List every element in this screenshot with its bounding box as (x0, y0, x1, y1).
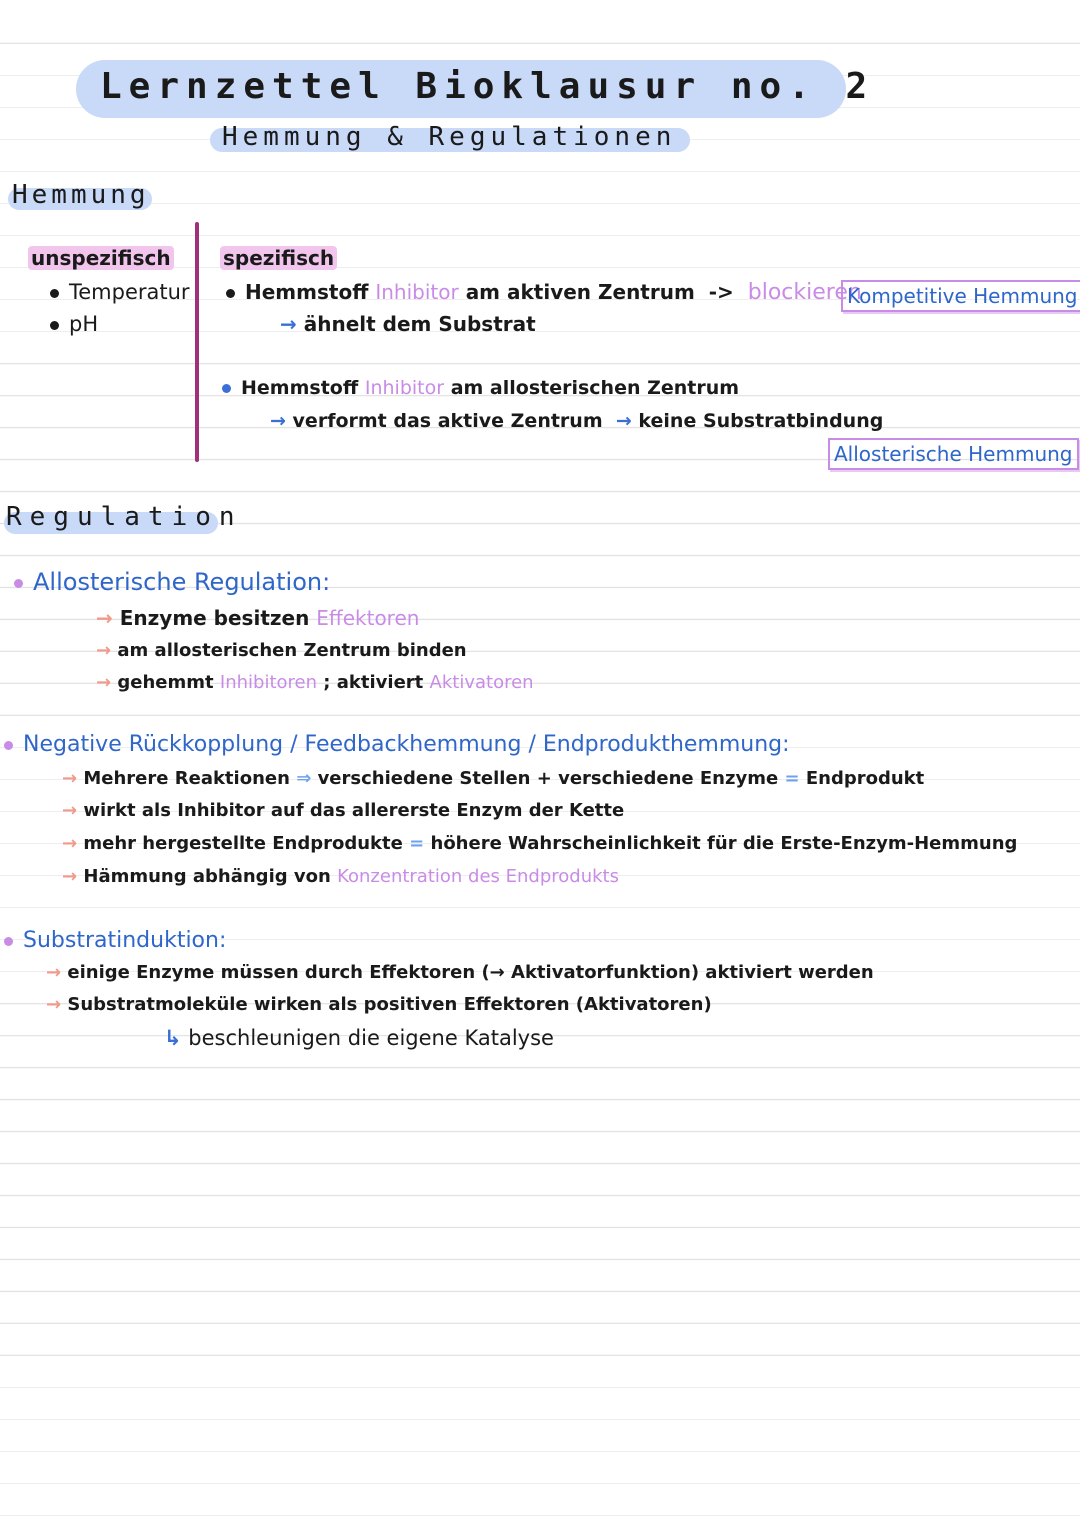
arrow-icon: → (46, 994, 62, 1015)
text: Hemmstoff (241, 377, 359, 399)
text: am allosterischen Zentrum binden (117, 640, 467, 661)
text: gehemmt (117, 672, 214, 693)
page-subtitle: Hemmung & Regulationen (222, 122, 677, 152)
arrow-icon: → (96, 640, 112, 661)
arrow-icon: → (96, 672, 112, 693)
arrow-icon: ↳ (164, 1026, 182, 1050)
text: am aktiven Zentrum (465, 280, 695, 304)
arrow-icon: → (46, 962, 62, 983)
bullet-icon (222, 384, 231, 393)
spezifisch-text: spezifisch (220, 246, 337, 270)
arrow-icon: → (270, 410, 286, 432)
unspezifisch-item-temperatur (50, 280, 190, 304)
arrow-icon: → (62, 800, 78, 821)
highlight-term: Konzentration des Endprodukts (337, 866, 619, 887)
text: mehr hergestellte Endprodukte (83, 833, 403, 854)
text: aktiviert (336, 672, 424, 693)
bullet-icon (226, 289, 235, 298)
spezifisch-label (220, 246, 337, 270)
negative-line-2 (62, 800, 624, 821)
bullet-icon (50, 289, 59, 298)
arrow-icon: → (62, 833, 78, 854)
substratinduktion-line-2 (46, 994, 712, 1015)
bullet-icon (4, 741, 13, 750)
text: verschiedene Stellen + verschiedene Enzyme (317, 768, 779, 789)
text: Enzyme besitzen (119, 606, 310, 630)
arrow-icon: -> (708, 280, 734, 304)
equals-sign: = (784, 768, 800, 789)
item-text: Temperatur (69, 280, 190, 304)
text: Substratmoleküle wirken als positiven Effektoren (Aktivatoren) (67, 994, 712, 1015)
equals-sign: = (409, 833, 425, 854)
arrow-icon: → (62, 768, 78, 789)
item-text: pH (69, 312, 99, 336)
allosterische-regulation-title (14, 568, 330, 596)
text: ; (323, 672, 331, 693)
text: am allosterischen Zentrum (450, 377, 740, 399)
bullet-icon (50, 321, 59, 330)
text: Allosterische Regulation: (33, 568, 331, 596)
text: einige Enzyme müssen durch Effektoren (→ Aktivatorfunktion) aktiviert werden (67, 962, 874, 983)
result-term: blockieren (747, 280, 862, 305)
negative-rueckkopplung-title (4, 732, 790, 757)
substratinduktion-title (4, 928, 226, 953)
arrow-icon: ⇒ (296, 768, 312, 789)
hemmung-heading: Hemmung (12, 180, 150, 210)
arrow-icon: → (96, 606, 113, 630)
inhibitor-term: Inhibitor (364, 377, 445, 399)
kompetitiv-line-2 (280, 312, 536, 336)
page-title: Lernzettel Bioklausur no. 2 (100, 66, 875, 107)
text: Mehrere Reaktionen (83, 768, 290, 789)
text: wirkt als Inhibitor auf das allererste Enzym der Kette (83, 800, 625, 821)
negative-line-1 (62, 768, 924, 789)
allosterische-line-2 (96, 640, 467, 661)
bullet-icon (14, 579, 23, 588)
text: höhere Wahrscheinlichkeit für die Erste-Enzym-Hemmung (430, 833, 1018, 854)
arrow-icon: → (62, 866, 78, 887)
bullet-icon (4, 937, 13, 946)
substratinduktion-line-1 (46, 962, 874, 983)
kompetitiv-line-1 (226, 280, 862, 305)
inhibitor-term: Inhibitor (375, 280, 459, 304)
section-divider (195, 222, 199, 462)
text: keine Substratbindung (638, 410, 884, 432)
text: verformt das aktive Zentrum (292, 410, 603, 432)
text: ähnelt dem Substrat (303, 312, 536, 336)
text: Substratinduktion: (23, 928, 227, 953)
unspezifisch-item-ph (50, 312, 98, 336)
unspezifisch-text: unspezifisch (28, 246, 174, 270)
unspezifisch-label (28, 246, 174, 270)
text: Hämmung abhängig von (83, 866, 331, 887)
negative-line-3 (62, 833, 1017, 854)
text: Hemmstoff (245, 280, 369, 304)
substratinduktion-line-3 (164, 1026, 554, 1050)
highlight-term: Effektoren (316, 606, 420, 630)
negative-line-4 (62, 866, 619, 887)
allosterische-hemmung-box: Allosterische Hemmung (828, 438, 1079, 470)
allosterisch-line-2 (270, 410, 883, 432)
highlight-term: Inhibitoren (219, 672, 318, 693)
text: beschleunigen die eigene Katalyse (188, 1026, 554, 1050)
arrow-icon: → (615, 410, 632, 432)
kompetitive-hemmung-box: Kompetitive Hemmung (841, 280, 1080, 312)
allosterisch-line-1 (222, 377, 739, 399)
regulation-heading: Regulation (6, 502, 243, 532)
allosterische-line-1 (96, 606, 419, 630)
text: Endprodukt (805, 768, 925, 789)
highlight-term: Aktivatoren (429, 672, 534, 693)
text: Negative Rückkopplung / Feedbackhemmung / Endprodukthemmung: (23, 732, 790, 757)
allosterische-line-3 (96, 672, 534, 693)
arrow-icon: → (280, 312, 297, 336)
